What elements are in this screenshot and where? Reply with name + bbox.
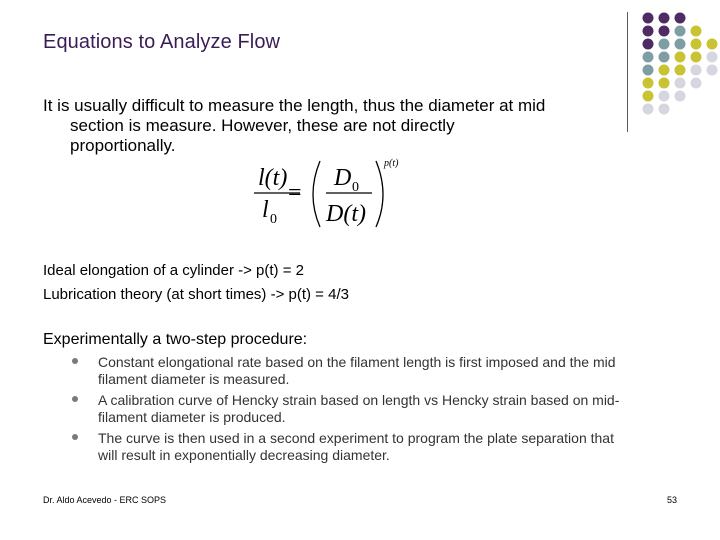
dot (643, 91, 654, 102)
dot (659, 26, 670, 37)
slide-title: Equations to Analyze Flow (43, 31, 281, 53)
dot (659, 91, 670, 102)
exponent: p(t) (384, 158, 399, 169)
rhs-numerator-subscript: 0 (352, 180, 359, 195)
theory-lines (43, 259, 349, 307)
bullet-icon (72, 396, 78, 402)
dot (643, 104, 654, 115)
lhs-denominator: l (262, 197, 269, 223)
dot (659, 65, 670, 76)
right-paren (376, 161, 383, 227)
bullet-text: Constant elongational rate based on the filament length is first imposed and the mid filament diameter is measured. (98, 354, 616, 387)
bullet-icon (72, 434, 78, 440)
bullet-text: A calibration curve of Hencky strain based on length vs Hencky strain based on mid-filament diameter is produced. (98, 392, 620, 425)
dot (675, 13, 686, 24)
dot (707, 65, 718, 76)
rhs-numerator: D (334, 165, 352, 191)
dot (659, 39, 670, 50)
dot (675, 65, 686, 76)
dot (675, 78, 686, 89)
lhs-denominator-subscript: 0 (270, 212, 277, 227)
intro-line: It is usually difficult to measure the length, thus the diameter at mid (43, 96, 546, 115)
dot (643, 78, 654, 89)
dot (659, 13, 670, 24)
dot (675, 52, 686, 63)
dot (659, 52, 670, 63)
bullet-list (70, 354, 630, 468)
dot (691, 26, 702, 37)
ideal-elongation-line: Ideal elongation of a cylinder -> p(t) = 2 (43, 262, 304, 279)
experiment-heading: Experimentally a two-step procedure: (43, 331, 308, 348)
lhs-numerator: l(t) (258, 165, 288, 191)
lubrication-theory-line: Lubrication theory (at short times) -> p(t) = 4/3 (43, 286, 349, 303)
dot (643, 26, 654, 37)
equals-sign: = (288, 180, 302, 206)
dot (675, 39, 686, 50)
dot (691, 65, 702, 76)
bullet-text: The curve is then used in a second experiment to program the plate separation that will result in exponentially decreasing diameter. (98, 430, 614, 463)
list-item (70, 430, 630, 464)
dot (659, 78, 670, 89)
list-item (70, 354, 630, 388)
dot (691, 78, 702, 89)
intro-paragraph (43, 96, 643, 156)
footer-author: Dr. Aldo Acevedo - ERC SOPS (43, 495, 167, 505)
bullet-icon (72, 358, 78, 364)
equation (248, 155, 428, 235)
dot (659, 104, 670, 115)
dot (643, 52, 654, 63)
rhs-denominator: D(t) (326, 201, 366, 227)
dot (691, 52, 702, 63)
dot (675, 91, 686, 102)
dot (643, 39, 654, 50)
dot (707, 52, 718, 63)
intro-line: proportionally. (70, 136, 176, 155)
dot (707, 39, 718, 50)
dot (691, 39, 702, 50)
left-paren (313, 161, 320, 227)
page-number: 53 (666, 495, 677, 505)
list-item (70, 392, 630, 426)
intro-line: section is measure. However, these are not directly (70, 116, 455, 135)
dot (643, 13, 654, 24)
dot (675, 26, 686, 37)
dot (643, 65, 654, 76)
